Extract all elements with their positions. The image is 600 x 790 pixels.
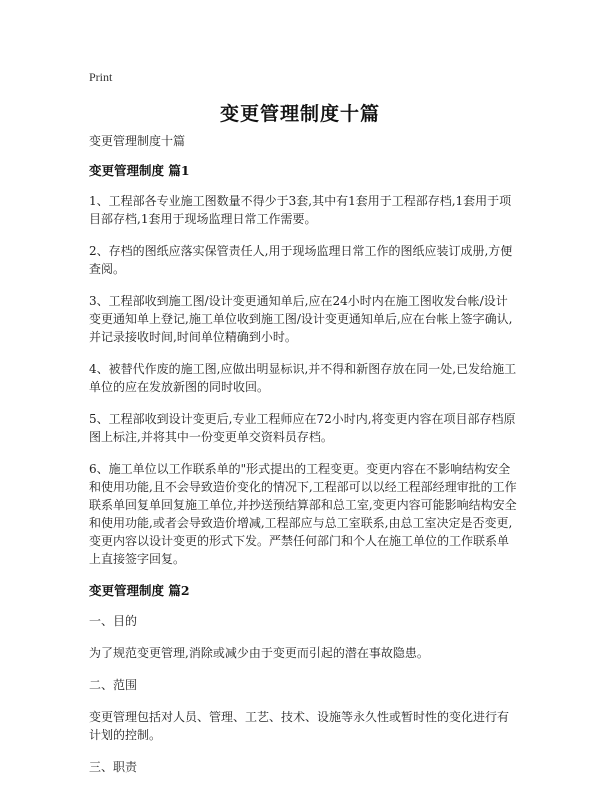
section-label: 二、范围	[89, 678, 138, 692]
paragraph: 2、存档的图纸应落实保管责任人,用于现场监理日常工作的图纸应装订成册,方便查阅。	[89, 244, 513, 276]
paragraph: 3、工程部收到施工图/设计变更通知单后,应在24小时内在施工图收发台帐/设计变更通知单上登记,施工单位收到施工图/设计变更通知单后,应在台帐上签字确认,并记录接收时间,时间单位精确到小时。	[89, 294, 513, 344]
paragraph: 5、工程部收到设计变更后,专业工程师应在72小时内,将变更内容在项目部存档原图上标注,并将其中一份变更单交资料员存档。	[89, 412, 516, 444]
section-heading: 变更管理制度 篇2	[89, 583, 190, 598]
section-heading: 变更管理制度 篇1	[89, 163, 190, 178]
paragraph: 变更管理包括对人员、管理、工艺、技术、设施等永久性或暂时性的变化进行有计划的控制。	[89, 710, 510, 742]
paragraph: 1、工程部各专业施工图数量不得少于3套,其中有1套用于工程部存档,1套用于项目部存档,1套用于现场监理日常工作需要。	[89, 194, 512, 226]
paragraph: 4、被替代作废的施工图,应做出明显标识,并不得和新图存放在同一处,已发给施工单位的应在发放新图的同时收回。	[89, 362, 517, 394]
document-subtitle: 变更管理制度十篇	[89, 134, 186, 148]
paragraph: 为了规范变更管理,消除或减少由于变更而引起的潜在事故隐患。	[89, 646, 429, 660]
section-label: 一、目的	[89, 614, 138, 628]
document-body	[89, 132, 519, 790]
paragraph: 6、施工单位以工作联系单的"形式提出的工程变更。变更内容在不影响结构安全和使用功能,且不会导致造价变化的情况下,工程部可以以经工程部经理审批的工作联系单回复单回复施工单位,并抄送预结算部和总工室,变更内容可能影响结构安全和使用功能,或者会导致造价增减,工程部应与总工室联系,由总工室决定是否变更,变更内容以设计变更的形式下发。严禁任何部门和个人在施工单位的工作联系单上直接签字回复。	[89, 462, 517, 566]
document-title: 变更管理制度十篇	[219, 103, 380, 125]
section-label: 三、职责	[89, 760, 138, 774]
print-label: Print	[89, 70, 113, 84]
